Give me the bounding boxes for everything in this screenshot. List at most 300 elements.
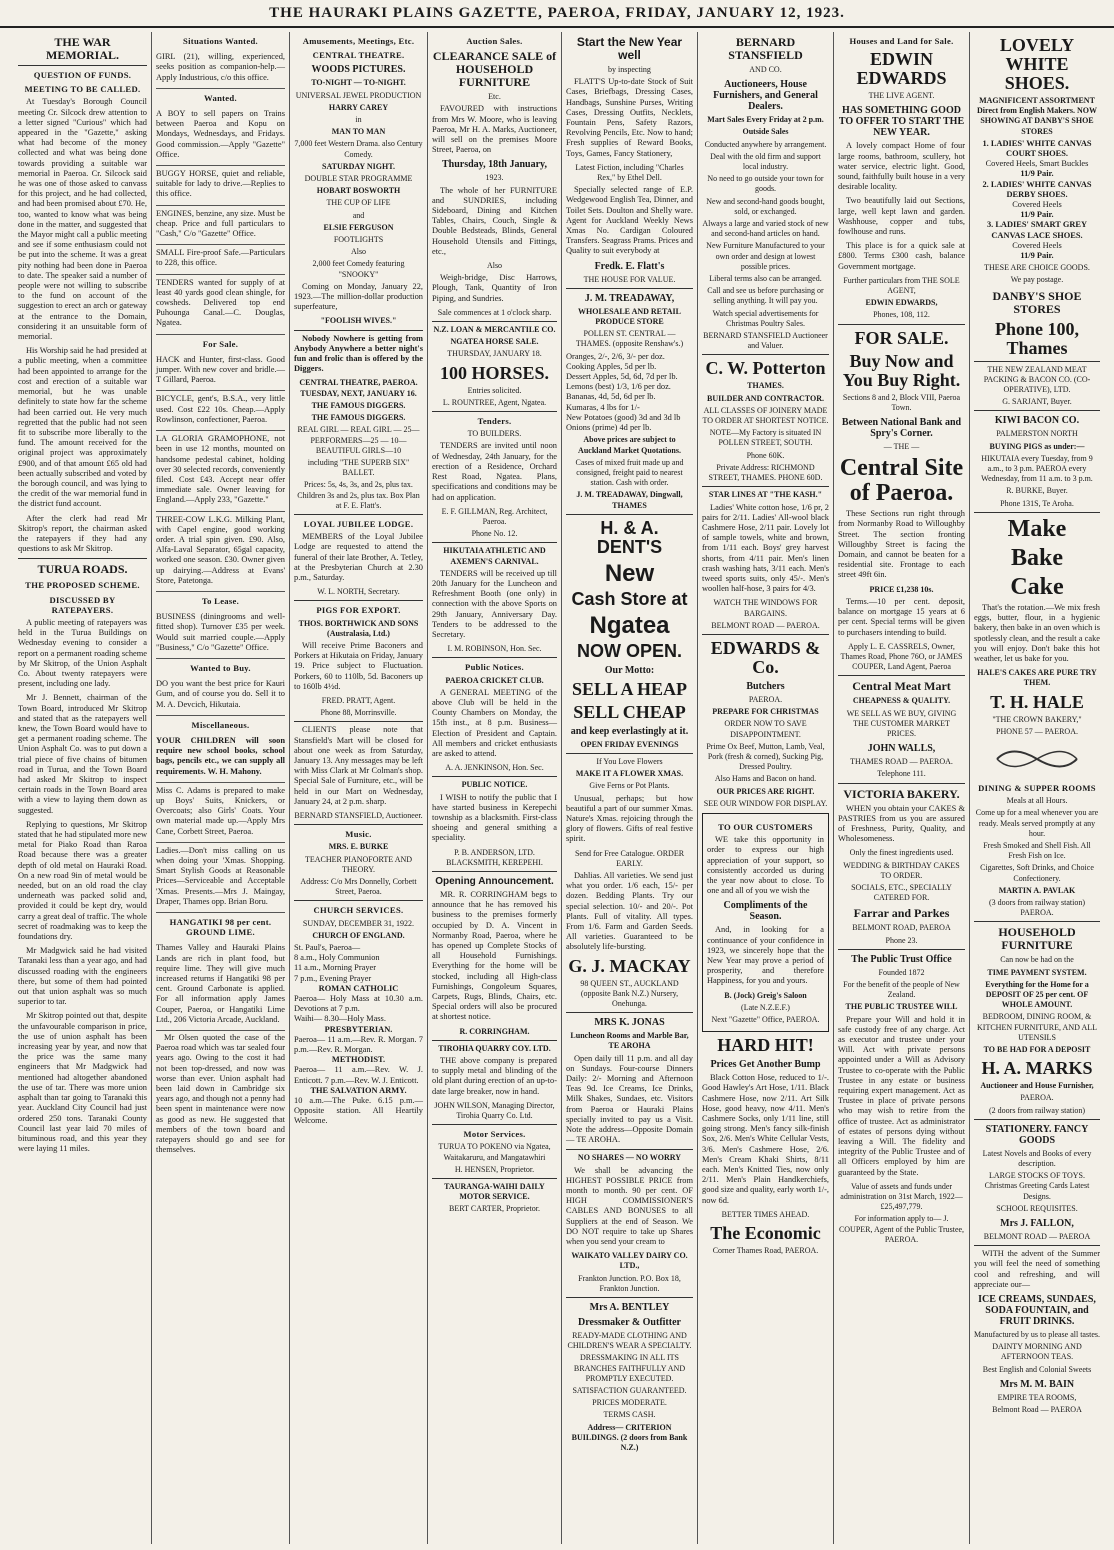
classified-ad: BUSINESS (diningrooms and well-fitted shop). Turnover £35 per week. Would suit married couple.—Apply "Business," C/o "Gazette" Office. xyxy=(156,609,285,659)
ad-text: MARTIN A. PAVLAK xyxy=(998,885,1076,895)
ad-text: R. BURKE, Buyer. xyxy=(1006,486,1068,496)
church-date: SUNDAY, DECEMBER 31, 1922. xyxy=(302,918,415,928)
ad-text: J. M. TREADAWAY, Dingwall, THAMES xyxy=(576,490,683,510)
ad-text: W. L. NORTH, Secretary. xyxy=(317,587,400,597)
ad-text: Sections 8 and 2, Block VIII, Paeroa Town. xyxy=(842,392,961,412)
ad-text: Open daily till 11 p.m. and all day on Sundays. Four-course Dinners Daily: 2/- Morning and Afternoon Teas 9d. Ice Creams, Ice Drinks, Milk Shakes, Sundaes, etc. Visitors from Paeroa or Hauraki Plains specially invited to pay us a Visit. Note the address—Opposite Domain — TE AROHA. xyxy=(566,1053,693,1145)
ad-text: And, in looking for a continuance of your confidence in 1923, we sincerely hope that the New Year may prove a period of prosperity, and therefore Happiness, for you and yours. xyxy=(707,925,824,986)
ad-text: Fresh Smoked and Shell Fish. All Fresh Fish on Ice. xyxy=(983,840,1091,861)
opening-title: Opening Announcement. xyxy=(435,876,554,887)
ad-text: Luncheon Rooms and Marble Bar, TE AROHA xyxy=(570,1031,689,1051)
produce-item: Cooking Apples, 5d per lb. xyxy=(566,361,657,371)
ad-text: WATCH THE WINDOWS FOR BARGAINS. xyxy=(713,598,818,618)
ad-text: PREPARE FOR CHRISTMAS xyxy=(712,707,819,717)
classified-ad: HACK and Hunter, first-class. Good jumper. With new cover and bridle.—T Gillard, Paeroa. xyxy=(156,352,285,392)
article-paragraph: Mr Olsen quoted the case of the Paeroa road which was tar sealed four years ago. Owing to the cost it had not been top-dressed, and now was worse than ever. Union asphalt had been laid down in Cambridge six years ago, and though not a penny had been spent in maintenance were now as good as new. He suggested that members of the town board and ratepayers should go and see for themselves. xyxy=(156,1033,285,1155)
ad-text: Telephone 111. xyxy=(877,769,926,779)
service-line: St. Paul's, Paeroa— xyxy=(294,943,361,953)
ad-text: (Late N.Z.E.F.) xyxy=(741,1002,790,1012)
film-text: THE CUP OF LIFE xyxy=(326,198,391,208)
film-text: Also xyxy=(350,247,367,257)
ad-text: WAIKATO VALLEY DAIRY CO. LTD., xyxy=(571,1251,688,1271)
ad-text: Meals at all Hours. xyxy=(1006,796,1068,806)
film-text: and xyxy=(352,210,365,220)
ad-text: Latest Novels and Books of every description. xyxy=(982,1148,1092,1168)
hale-name: T. H. HALE xyxy=(990,691,1084,712)
ad-text: We shall be advancing the HIGHEST POSSIBLE PRICE from month to month. 90 per cent. OF HIGH COMMISSIONER'S CABLES AND BONUSES to all Suppliers at the end of Season. We DO NOT require to take up Shares when you send your cream to xyxy=(566,1165,693,1247)
ad-text: EMPIRE TEA ROOMS, xyxy=(997,1392,1077,1402)
classified-ad: A BOY to sell papers on Trains between Paeroa and Kopu on Mondays, Wednesdays, and Fridays. Good commission.—Apply "Gazette" Office. xyxy=(156,106,285,166)
ad-text: THE PUBLIC TRUSTEE WILL xyxy=(845,1002,958,1012)
ad-text: Cigarettes, Soft Drinks, and Choice Confectionery. xyxy=(980,863,1094,883)
ad-text: N.Z. LOAN & MERCANTILE CO. xyxy=(433,325,556,335)
ad-text: E. F. GILLMAN, Reg. Architect, Paeroa. xyxy=(441,506,548,526)
horses-count: 100 HORSES. xyxy=(439,362,550,383)
ad-text: 98 QUEEN ST., AUCKLAND (opposite Bank N.Z.) Nursery, Onehunga. xyxy=(580,978,679,1008)
clearance-title: CLEARANCE SALE of HOUSEHOLD FURNITURE xyxy=(432,49,557,90)
fallon-name: Mrs J. FALLON, xyxy=(1000,1218,1074,1230)
classified-ad: YOUR CHILDREN will soon require new school books, school bags, pencils etc., we can supply all requirements. W. H. Mahony. xyxy=(156,733,285,783)
ad-text: WE SELL AS WE BUY, GIVING THE CUSTOMER MARKET PRICES. xyxy=(846,708,957,738)
ad-text: Always a large and varied stock of new and second-hand articles on hand. xyxy=(702,219,829,239)
ad-text: THE FAMOUS DIGGERS. xyxy=(311,400,406,410)
ad-text: Nobody Nowhere is getting from Anybody Anywhere a better night's fun and frolic than is offered by the Diggers. xyxy=(294,333,423,374)
ad-text: Phones, 108, 112. xyxy=(873,310,930,320)
ad-text: SATISFACTION GUARANTEED. xyxy=(572,1386,687,1396)
ad-text: WITH the advent of the Summer you will feel the need of something cool and refreshing, and will appreciate our— xyxy=(974,1249,1100,1289)
ad-text: PAEROA CRICKET CLUB. xyxy=(445,675,544,685)
column-6 xyxy=(698,32,834,1544)
ad-text: NO SHARES — NO WORRY xyxy=(577,1153,682,1163)
section-heading: Auction Sales. xyxy=(466,36,523,46)
ad-text: If You Love Flowers xyxy=(596,756,663,766)
motto: Our Motto: xyxy=(604,664,655,676)
ad-text: Address: C/o Mrs Donnelly, Corbett Street, Paeroa. xyxy=(300,877,417,897)
shoe-item: 3. LADIES' SMART GREY CANVAS LACE SHOES. xyxy=(986,220,1088,240)
classified-ad: GIRL (21), willing, experienced, seeks position as companion-help.—Apply Industrious, c/o this office. xyxy=(156,49,285,89)
sell-heap: SELL A HEAP xyxy=(571,678,688,699)
keep: and keep everlastingly at it. xyxy=(570,725,689,737)
ad-text: I. M. ROBINSON, Hon. Sec. xyxy=(447,644,542,654)
article-paragraph: His Worship said he had presided at a public meeting, when a committee had been appointed to arrange for the cost and erection of a suitable war memorial, but he was unable definitely to state how far the scheme had been carried out. He very much regretted that the public had not seen fit to subscribe more liberally to the fund. The amount received for the original project was approximately £900, and of that amount £65 old had been actually subscribed and voted by the borough council, and was lying to the credit of the war memorial fund in the district fund account. xyxy=(18,346,147,509)
ad-text: BELMONT ROAD — PAEROA xyxy=(983,1232,1091,1242)
ad-text: No need to go outside your town for goods. xyxy=(707,174,824,194)
service-line: ROMAN CATHOLIC xyxy=(318,983,399,993)
ad-text: THE NEW ZEALAND MEAT PACKING & BACON CO. (CO-OPERATIVE), LTD. xyxy=(983,364,1091,395)
bentley-name: Mrs A. BENTLEY xyxy=(589,1302,670,1314)
film-text: in xyxy=(355,115,362,125)
film-text: "FOOLISH WIVES." xyxy=(320,316,397,326)
potterton-name: C. W. Potterton xyxy=(705,358,826,379)
ad-text: Can now be had on the xyxy=(1000,955,1074,965)
ad-text: TERMS CASH. xyxy=(603,1410,656,1420)
ad-text: Weigh-bridge, Disc Harrows, Plough, Tank, Quantity of Iron Piping, and Sundries. xyxy=(432,273,557,303)
ad-text: WEDDING & BIRTHDAY CAKES TO ORDER. xyxy=(843,860,960,880)
ad-text: Entries solicited. xyxy=(467,385,522,395)
ad-text: WHEN you obtain your CAKES & PASTRIES from us you are assured of Freshness, Purity, Quality, and Wholesomeness. xyxy=(838,803,965,844)
ad-text: THE above company is prepared to supply metal and blinding of the old plant during erection of an up-to-date large breaker, now in hand. xyxy=(432,1056,557,1096)
classified-ad: TENDERS wanted for supply of at least 40 yards good clean shingle, for cowsheds. Delivered top end Puhounga Canal.—C. Douglas, Ngatea. xyxy=(156,275,285,335)
ad-text: ORDER NOW TO SAVE DISAPPOINTMENT. xyxy=(724,719,807,739)
meat-mart: Central Meat Mart xyxy=(852,679,951,694)
ad-text: HALE'S CAKES ARE PURE TRY THEM. xyxy=(977,668,1097,688)
ad-text: G. SARJANT, Buyer. xyxy=(1002,397,1072,407)
ad-text: Founded 1872 xyxy=(878,967,925,977)
ad-text: Everything for the Home for a DEPOSIT OF 25 per cent. OF WHOLE AMOUNT. xyxy=(985,979,1089,1010)
ad-text: DRESSMAKING IN ALL ITS BRANCHES FAITHFULLY AND PROMPTLY EXECUTED. xyxy=(573,1353,686,1383)
ad-text: EDWIN EDWARDS, xyxy=(865,298,938,308)
shoe-item: Covered Heels xyxy=(1012,200,1062,210)
ad-text: Terms.—10 per cent. deposit, balance on mortgage 15 years at 6 per cent. Special terms will be given to purchasers intending to build. xyxy=(838,596,965,637)
ad-text: Manufactured by us to please all tastes. xyxy=(974,1330,1100,1340)
shoe-item: Covered Heels, Smart Buckles xyxy=(985,159,1089,169)
ad-text: THURSDAY, JANUARY 18. xyxy=(447,349,542,359)
ad-text: READY-MADE CLOTHING AND CHILDREN'S WEAR A SPECIALTY. xyxy=(567,1331,692,1351)
ad-text: BERNARD STANSFIELD Auctioneer and Valuer. xyxy=(703,331,828,351)
ad-text: FAVOURED with instructions from Mrs W. Moore, who is leaving Paeroa, Mr H. A. Marks, Auctioneer, will sell on the premises Moore Street, Paeroa, on xyxy=(432,104,557,155)
article-paragraph: Mr Madgwick said he had visited Taranaki less than a year ago, and had discussed roading with the engineers there, but some of them had pointed out that union asphalt was so much superior to tar. xyxy=(18,946,147,1007)
produce-item: Oranges, 2/-, 2/6, 3/- per doz. xyxy=(566,351,665,361)
ad-text: Best English and Colonial Sweets xyxy=(982,1364,1092,1374)
section-heading: Situations Wanted. xyxy=(183,36,258,46)
ad-text: "THE CROWN BAKERY," xyxy=(992,714,1082,724)
auctioneers: Auctioneers, House Furnishers, and General Dealers. xyxy=(713,79,818,113)
furniture-title: HOUSEHOLD FURNITURE xyxy=(998,925,1076,953)
ad-text: Phone 60K. xyxy=(746,450,785,460)
ad-text: TENDERS are invited until noon of Wednesday, 24th January, for the erection of a Residence, Orchard Rest Road, Ngatea. Plans, specifications and conditions may be had on application. xyxy=(432,441,557,502)
ad-text: BERNARD STANSFIELD, Auctioneer. xyxy=(294,811,423,820)
ad-text: TURUA TO POKENO via Ngatea, Waitakaruru, and Mangatawhiri xyxy=(438,1142,551,1162)
service-line: 8 a.m., Holy Communion xyxy=(294,953,380,963)
ad-text: Liberal terms also can be arranged. xyxy=(709,274,822,284)
section-heading: Tenders. xyxy=(477,416,512,427)
ad-text: Outside Sales xyxy=(742,127,789,137)
service-line: METHODIST. xyxy=(331,1055,386,1065)
service-line: Paeroa— 11 a.m.—Rev. W. J. Enticott. 7 p.m.—Rev. W. J. Enticott. xyxy=(294,1065,423,1085)
column-2 xyxy=(152,32,290,1544)
ad-text: That's the rotation.—We mix fresh eggs, butter, flour, in a hygienic bakery, then bake in an oven which is spotlessly clean, and the result a cake you will enjoy. Don't bake this hot weather, let us bake for you. xyxy=(974,602,1100,663)
ad-text: Private Address: RICHMOND STREET, THAMES. PHONE 60D. xyxy=(708,462,823,483)
produce-item: Dessert Apples, 5d, 6d, 7d per lb. xyxy=(566,372,678,382)
classified-ad: Miss C. Adams is prepared to make up Boys' Suits, Knickers, or Overcoats; also Girls' Coats. Your own material made up.—Apply Mrs Cane, Corbett Street, Paeroa. xyxy=(156,783,285,843)
trust-title: The Public Trust Office xyxy=(851,953,952,965)
ad-text: CLIENTS please note that Stansfield's Mart will be closed for about one week as from Saturday, January 13. Any messages may be left with Miss Clark at Mr Colman's shop. Special Sale of Furniture, etc., will be held in our Mart on Wednesday, January 24, at 2 p.m. sharp. xyxy=(294,725,423,806)
ad-text: by inspecting xyxy=(608,65,651,74)
ad-text: Prepare your Will and hold it in safe custody free of any charge. Act as executor and trustee under your Will. Act with private persons appointed under a Will as Advisory Trustee to co-operate with the Public Trustee in any estate or business requiring expert management. Act as Trustee in place of private persons who may wish to retire from the office of trustee. Act as administrator of estates of persons dying without leaving a Will. The fidelity and integrity of the Public Trustee and of all Officers employed by him are guaranteed by the State. xyxy=(838,1014,965,1177)
section-heading: Houses and Land for Sale. xyxy=(849,36,954,46)
produce-item: Lemons (best) 1/3, 1/6 per doz. xyxy=(566,382,671,392)
ad-text: PRICES MODERATE. xyxy=(592,1398,667,1408)
shoe-item: 11/9 Pair. xyxy=(1020,210,1054,220)
column-5 xyxy=(562,32,698,1544)
column-3 xyxy=(290,32,428,1544)
classified-ad: LA GLORIA GRAMOPHONE, not been in use 12 months, mounted on handsome pedestal cabinet, holding over 30 selected records, conveniently filed. Cost £43. Accept near offer immediate sale. Owner leaving for England.—Apply 233, "Gazette." xyxy=(156,431,285,511)
ad-text: JOHN WILSON, Managing Director, Tirohia Quarry Co. Ltd. xyxy=(434,1100,555,1121)
ad-text: Will receive Prime Baconers and Porkers at Hikutaia on Friday, January 19. Price subject to Fluctuation. Porkers, 60 to 110lb, 5d. Baconers up to 160lb 4½d. xyxy=(294,640,423,691)
turua-roads-title: TURUA ROADS. xyxy=(37,562,128,577)
column-1 xyxy=(14,32,152,1544)
dent-open: NOW OPEN. xyxy=(576,640,682,661)
ad-text: Call and see us before purchasing or selling anything. It will pay you. xyxy=(707,286,824,306)
classified-ad: ENGINES, benzine, any size. Must be cheap. Price and full particulars to "Cash," C/o "Gazette" Office. xyxy=(156,206,285,246)
ice-creams: ICE CREAMS, SUNDAES, SODA FOUNTAIN, and FRUIT DRINKS. xyxy=(978,1294,1096,1328)
produce-list xyxy=(566,352,693,434)
service-line: PRESBYTERIAN. xyxy=(324,1024,393,1034)
jonas-name: MRS K. JONAS xyxy=(594,1017,665,1029)
section-heading: Music. xyxy=(345,829,372,840)
classified-ad: Ladies.—Don't miss calling on us when doing your 'Xmas. Shopping. Smart Stylish Goods at Reasonable Prices—Serviceable and Acceptable 'Xmas. Presents.—Mrs J. Maingay, Draper, Thames opp. Brian Boru. xyxy=(156,843,285,913)
dent-ngatea: Ngatea xyxy=(589,611,670,639)
ad-text: Deal with the old firm and support local industry. xyxy=(710,151,821,172)
ad-text: DAINTY MORNING AND AFTERNOON TEAS. xyxy=(992,1342,1082,1362)
section-heading: Miscellaneous. xyxy=(191,719,250,730)
ad-text: Specially selected range of E.P. Wedgewood English Tea, Dinner, and Toilet Sets. Doulton and Shelly ware. Agent for Auckland Weekly News Xmas No. Cardigan Coloured Transfers. Seagrass Prams. Prices and Quality to suit everybody at xyxy=(566,185,693,256)
central-site: Central Site of Paeroa. xyxy=(839,455,964,507)
stansfield-name: BERNARD STANSFIELD xyxy=(728,35,803,62)
film-text: MAN TO MAN xyxy=(331,127,386,137)
stationery: STATIONERY. FANCY GOODS xyxy=(985,1123,1089,1146)
make: Make xyxy=(1007,515,1067,542)
ad-text: Send for Free Catalogue. ORDER EARLY. xyxy=(574,848,685,868)
ad-text: Watch special advertisements for Christmas Poultry Sales. xyxy=(712,308,819,328)
lovely-shoes: LOVELY WHITE SHOES. xyxy=(999,35,1075,93)
ad-text: MEMBERS of the Loyal Jubilee Lodge are requested to attend the funeral of their late Brother, A. Tetley, at the Presbyterian Church at 2.30 p.m., Saturday. xyxy=(294,532,423,582)
ad-text: THAMES. xyxy=(747,381,784,391)
ad-text: Further particulars from THE SOLE AGENT, xyxy=(843,275,960,296)
ad-text: Also Hams and Bacon on hand. xyxy=(714,774,817,784)
ad-text: B. (Jock) Greig's Saloon xyxy=(724,990,807,1000)
shoe-item: 1. LADIES' WHITE CANVAS COURT SHOES. xyxy=(982,138,1092,159)
ad-text: PAEROA. xyxy=(1020,1093,1054,1103)
war-memorial-title: THE WAR MEMORIAL. xyxy=(46,35,119,62)
ad-text: TIME PAYMENT SYSTEM. xyxy=(987,967,1087,977)
ad-text: TENDERS will be received up till 20th January for the Luncheon and Refreshment Booth (one only) in connection with the above Sports on 29th January, Anniversary Day. Tenders to be addressed to the Secretary. xyxy=(432,568,557,639)
ad-text: Address— CRITERION BUILDINGS. (2 doors from Bank N.Z.) xyxy=(571,1422,688,1453)
buy-now: Buy Now and You Buy Right. xyxy=(842,350,961,390)
church-denomination: CHURCH OF ENGLAND. xyxy=(312,930,405,940)
ad-text: WHOLESALE AND RETAIL PRODUCE STORE xyxy=(578,306,681,327)
film-text: FOOTLIGHTS xyxy=(333,235,384,245)
ad-text: TO BE HAD FOR A DEPOSIT xyxy=(983,1044,1091,1054)
war-memorial-sub: QUESTION OF FUNDS. xyxy=(33,70,132,80)
service-line: 7 p.m., Evening Prayer xyxy=(294,973,372,983)
farrar-name: Farrar and Parkes xyxy=(853,906,950,921)
church-services xyxy=(294,943,423,1127)
ad-text: I WISH to notify the public that I have started business in Kerepechi township as a blacksmith. First-class shoeing and general smithing a speciality. xyxy=(432,792,557,843)
ad-text: NOTE—My Factory is situated IN POLLEN STREET, SOUTH. xyxy=(709,428,822,448)
turua-sub2: DISCUSSED BY RATEPAYERS. xyxy=(49,594,116,615)
service-line: Paeroa— 11 a.m.—Rev. R. Morgan. 7 p.m.—Rev. R. Morgan. xyxy=(294,1034,423,1055)
ad-text: FLATT'S Up-to-date Stock of Suit Cases, Briefbags, Dressing Cases, Handbags, Sunshine Purses, Writing Cases, Dressing Outfits, Necklets, Fountain Pens, Safety Razors, Revolving Pencils, Etc. Now to hand; Fresh supplies of Reward Books, Toys, Games, Fancy Stationery, xyxy=(566,77,693,158)
ad-text: POLLEN ST. CENTRAL — THAMES. (opposite Renshaw's.) xyxy=(575,329,684,349)
church-title: CHURCH SERVICES. xyxy=(313,905,404,916)
ad-text: THE FAMOUS DIGGERS. xyxy=(311,413,406,423)
edwards-name: EDWARDS & Co. xyxy=(710,637,821,677)
cake: Cake xyxy=(1010,573,1064,600)
classified-ad: BICYCLE, gent's, B.S.A., very little used. Cost £22 10s. Cheap.—Apply Rowlinson, confectioner, Paeroa. xyxy=(156,391,285,431)
ad-text: 1923. xyxy=(485,173,504,183)
ad-text: A GENERAL MEETING of the above Club will be held in the County Chambers on Monday, the 15th inst., at 8 p.m. Business—Election of President and Captain. All members and cricket enthusiasts are asked to attend. xyxy=(432,687,557,758)
ad-text: REAL GIRL — REAL GIRL — 25—PERFORMERS—25 — 10—BEAUTIFUL GIRLS—10 xyxy=(297,425,420,455)
customers-title: TO OUR CUSTOMERS xyxy=(718,821,813,832)
ad-text: Auctioneer and House Furnisher, xyxy=(980,1081,1094,1091)
film-text: UNIVERSAL JEWEL PRODUCTION xyxy=(295,90,422,100)
ad-text: A. A. JENKINSON, Hon. Sec. xyxy=(445,763,544,773)
article-paragraph: After the clerk had read Mr Skitrop's report, the chairman asked the ratepayers if they had any questions to ask Mr Skitrop. xyxy=(18,513,147,554)
shoe-item: 2. LADIES' WHITE CANVAS DERBY SHOES. xyxy=(982,179,1092,199)
ad-text: Etc. xyxy=(488,92,501,102)
danby-name: DANBY'S SHOE STORES xyxy=(992,288,1082,316)
section-heading: Wanted to Buy. xyxy=(190,662,251,673)
ad-text: Apply L. E. CASSRELS, Owner, Thames Road, Phone 76O, or JAMES COUPER, Land Agent, Paeroa xyxy=(840,641,963,672)
shoe-item: Covered Heels xyxy=(1012,240,1062,250)
ad-text: TO BUILDERS. xyxy=(467,429,522,439)
ad-text: Ladies' White cotton hose, 1/6 pr, 2 pairs for 2/11. Ladies' All-wool black Cashmere Hose, 2/11 pair. Lovely lot of sample towels, white and brown, from 1/11 each. Boys' grey harvest shorts, from 4/11 pair. Men's linen crash washing hats, 3/11 each. Men's tweed sports suits, only 45/-. Men's woollen half-hose, 3 pairs for 4/3. xyxy=(702,502,829,594)
ad-text: AND CO. xyxy=(749,65,782,74)
classified-ad: THREE-COW L.K.G. Milking Plant, with Capel engine, good working order. A trial spin given. £90. Also, Alfa-Laval Separator, 65gal capacity, worked one season. £30. Owner given up dairying.—Address at Evans' Store, Patetonga. xyxy=(156,512,285,592)
ad-text: We pay postage. xyxy=(1010,275,1064,285)
ad-text: New and second-hand goods bought, sold, or exchanged. xyxy=(706,196,825,216)
ad-text: H. HENSEN, Proprietor. xyxy=(454,1164,535,1174)
classified-ad: DO you want the best price for Kauri Gum, and of course you do. Sell it to M. A. Devcich, Hikutaia. xyxy=(156,676,285,716)
bake: Bake xyxy=(1010,544,1063,571)
ad-text: TEACHER PIANOFORTE AND THEORY. xyxy=(304,854,413,874)
ad-text: CENTRAL THEATRE, PAEROA. TUESDAY, NEXT, JANUARY 16. xyxy=(299,378,418,398)
section-heading: For Sale. xyxy=(202,338,239,349)
ad-text: PRICE £1,238 10s. xyxy=(869,584,934,594)
service-line: THE SALVATION ARMY. xyxy=(310,1085,407,1095)
produce-item: New Potatoes (good) 3d and 3d lb xyxy=(566,412,681,422)
ad-text: MAKE IT A FLOWER XMAS. xyxy=(575,769,684,779)
ad-text: Corner Thames Road, PAEROA. xyxy=(712,1246,819,1256)
ad-text: LARGE STOCKS OF TOYS. Christmas Greeting Cards Latest Designs. xyxy=(984,1171,1090,1201)
victoria-bakery: VICTORIA BAKERY. xyxy=(843,786,960,801)
tonight: TO-NIGHT — TO-NIGHT. xyxy=(311,78,406,88)
ad-text: Give Ferns or Pot Plants. xyxy=(589,781,670,791)
service-line: Waihi— 8.30—Holy Mass. xyxy=(294,1014,386,1024)
ad-text: For information apply to— J. COUPER, Agent of the Public Trustee, PAEROA. xyxy=(838,1214,965,1244)
section-heading: Public Notices. xyxy=(465,662,524,673)
ad-text: Mart Sales Every Friday at 2 p.m. xyxy=(707,115,824,125)
ad-text: Phone No. 12. xyxy=(471,529,518,539)
ad-text: TIROHIA QUARRY COY. LTD. xyxy=(438,1043,551,1053)
ad-text: MRS. E. BURKE xyxy=(328,842,389,852)
ad-text: Phone 23. xyxy=(885,935,918,945)
ad-text: Two beautifully laid out Sections, large, well kept lawn and garden. Washhouse, copper and tubs, fowlhouse and runs. xyxy=(838,196,965,237)
ad-text: THE HOUSE FOR VALUE. xyxy=(583,274,676,284)
column-7 xyxy=(834,32,970,1544)
section-heading: Amusements, Meetings, Etc. xyxy=(302,36,415,46)
danby-phone: Phone 100, Thames xyxy=(994,318,1079,358)
walls-name: JOHN WALLS, xyxy=(867,743,936,755)
ad-text: PUBLIC NOTICE. xyxy=(461,780,528,790)
treadaway-name: J. M. TREADAWAY, xyxy=(584,292,675,304)
page-columns xyxy=(14,32,1104,1544)
ad-text: Only the finest ingredients used. xyxy=(849,848,954,858)
dressmaker: Dressmaker & Outfitter xyxy=(578,1317,681,1329)
article-paragraph: At Tuesday's Borough Council meeting Cr. Silcock drew attention to a letter signed "Curious" which had appeared in the "Gazette," asking what had become of the money collected and what was being done towards providing a suitable war memorial in Paeroa. Cr. Silcock said he was one of those asked to canvass for this project, and he had collected, and had been promised about £70. He, too, wanted to know what was being done in the matter, and suggested that the Mayor might call a public meeting and see if some enthusiasm could not be put into the scheme. It was a great pity nothing had been done in Paeroa to date. The speaker said a number of people were not willing to subscribe to the fund on account of the suggestion to erect an arch or gateway at the entrance to the Domain, considering it an unsuitable form of memorial. xyxy=(18,97,147,342)
ad-text: PHONE 57 — PAEROA. xyxy=(996,726,1078,736)
ad-text: Prime Ox Beef, Mutton, Lamb, Veal, Pork (fresh & corned), Sucking Pig, Dressed Poultry. xyxy=(706,741,825,772)
article-paragraph: Mr Skitrop pointed out that, despite the unfavourable comparison in price, the use of union asphalt has been increasing year by year, and now that the price was the same many engineers that Mr Madgwick had mentioned had altogether abandoned the use of tar. There was more union asphalt than tar going to Taranaki this year. Auckland City Council had just ordered 250 tons. Taranaki County Council last year laid 70 miles of bituminous road, and this year they were laying 11 miles. xyxy=(18,1011,147,1154)
sell-cheap: SELL CHEAP xyxy=(573,701,686,722)
ad-text: (3 doors from railway station) PAEROA. xyxy=(989,897,1085,918)
ad-text: STAR LINES AT "THE KASH." xyxy=(708,490,823,500)
masthead: THE HAURAKI PLAINS GAZETTE, PAEROA, FRIDAY, JANUARY 12, 1923. xyxy=(0,0,1114,28)
film-text: Coming on Monday, January 22, 1923.—The million-dollar production superfeature, xyxy=(294,281,423,312)
ad-text: TAURANGA-WAIHI DAILY MOTOR SERVICE. xyxy=(444,1182,545,1202)
article-paragraph: Replying to questions, Mr Skitrop stated that he had stipulated more new metal for Piako Road than Raroa Road because there was a greater depth of old metal on Hauraki Road. On a new road 9in of metal would be needed, but on an old road the clay underneath was packed solid and, provided it could be kept dry, would carry a great deal of traffic. The whole secret of roadmaking was to keep the foundations dry. xyxy=(18,819,147,942)
ad-text: BUILDER AND CONTRACTOR. xyxy=(707,393,824,403)
ad-text: These Sections run right through from Normanby Road to Willoughby Street. The section fronting Willoughby Street is facing the Domain, and cannot be beaten for a residential site. Frontage to each street 49ft 6in. xyxy=(838,509,965,580)
produce-item: Bananas, 4d, 5d, 6d per lb. xyxy=(566,392,656,402)
ad-text: A lovely compact Home of four large rooms, bathroom, scullery, hot water service, electric light. Good, sound, faithfully built house in a very desirable locality. xyxy=(838,141,965,192)
ad-text: HIKUTAIA every Tuesday, from 9 a.m., to 3 p.m. PAEROA every Wednesday, from 11 a.m. to 3 p.m. xyxy=(981,453,1093,484)
dent-cash: Cash Store at xyxy=(571,588,688,609)
film-text: ELSIE FERGUSON xyxy=(323,222,394,232)
turua-sub: THE PROPOSED SCHEME. xyxy=(25,580,140,591)
ad-text: SEE OUR WINDOW FOR DISPLAY. xyxy=(703,798,828,808)
ad-text: Next "Gazette" Office, PAEROA. xyxy=(711,1015,820,1025)
service-line: 10 a.m.—The Puke. 6.15 p.m.—Opposite station. All Heartily Welcome. xyxy=(294,1096,423,1126)
ad-text: Frankton Junction. P.O. Box 18, Frankton Junction. xyxy=(578,1273,681,1293)
bain-name: Mrs M. M. BAIN xyxy=(999,1378,1075,1390)
section-heading: Wanted. xyxy=(204,92,237,103)
ad-text: ALL CLASSES OF JOINERY MADE TO ORDER AT SHORTEST NOTICE. xyxy=(702,405,829,426)
ad-text: SCHOOL REQUISITES. xyxy=(996,1203,1078,1213)
section-heading: HANGATIKI 98 per cent. GROUND LIME. xyxy=(169,917,272,938)
ad-text: This place is for a quick sale at £800. Terms £300 cash, balance Government mortgage. xyxy=(838,241,965,271)
shoe-list xyxy=(974,139,1100,261)
edwin-name: EDWIN EDWARDS xyxy=(856,49,947,89)
ad-text: Belmont Road — PAEROA xyxy=(992,1405,1082,1415)
service-line: 11 a.m., Morning Prayer xyxy=(294,963,377,973)
shoe-item: 11/9 Pair. xyxy=(1020,251,1054,261)
compliments: Compliments of the Season. xyxy=(723,900,808,923)
ad-text: BERT CARTER, Proprietor. xyxy=(449,1204,540,1214)
ad-text: OUR PRICES ARE RIGHT. xyxy=(716,786,815,796)
film-text: 7,000 feet Western Drama. also Century Comedy. xyxy=(294,139,423,159)
ad-text: MR. R. CORRINGHAM begs to announce that he has removed his business to the premises formerly occupied by D. A. Vincent in Normanby Road, Paeroa, where he has opened up Complete Stocks of all Household Furnishings. Everything for the home will be stocked, including all High-class Furnishings, Congoleum Squares, Carpets, Rugs, Blinds, Chairs, etc. Special orders will also be procured at shortest notice. xyxy=(432,890,557,1022)
ad-text: Value of assets and funds under administration on 31st March, 1922—£25,497,779. xyxy=(840,1181,963,1212)
column-4 xyxy=(428,32,562,1544)
ad-text: Dahlias. All varieties. We send just what you order. 1/6 each, 15/- per dozen. Bedding Plants. Try our special selection. 10/- and 20/-. Pot Plants. Full of vitality. All types. From 1/6. Farm and Garden Seeds. All varieties. Guaranteed to be absolutely life-bursting. xyxy=(566,870,693,952)
ad-text: FRED. PRATT, Agent. xyxy=(321,695,396,705)
produce-item: Onions (prime) 4d per lb. xyxy=(566,423,652,433)
ad-text: Cases of mixed fruit made up and consigned, freight paid to nearest station. Cash with order. xyxy=(575,457,684,488)
ad-text: BELMONT ROAD, PAEROA xyxy=(852,923,951,933)
ad-text: Latest Fiction, including "Charles Rex," by Ethel Dell. xyxy=(575,162,684,183)
lodge-title: LOYAL JUBILEE LODGE. xyxy=(303,518,414,529)
section-heading: Motor Services. xyxy=(463,1129,526,1140)
ad-text: THESE ARE CHOICE GOODS. xyxy=(984,263,1090,273)
film-text: SATURDAY NIGHT. xyxy=(322,161,395,171)
section-heading: To Lease. xyxy=(201,595,240,606)
ad-text: CHEAPNESS & QUALITY. xyxy=(852,696,951,706)
marks-name: H. A. MARKS xyxy=(981,1058,1093,1079)
something: HAS SOMETHING GOOD TO OFFER TO START THE NEW YEAR. xyxy=(838,105,965,139)
war-memorial-sub2: MEETING TO BE CALLED. xyxy=(24,84,141,95)
ad-text: HIKUTAIA ATHLETIC AND AXEMEN'S CARNIVAL. xyxy=(443,546,546,566)
ad-text: THAMES ROAD — PAEROA. xyxy=(850,757,953,767)
greig-box xyxy=(702,813,829,1032)
classified-ad: Thames Valley and Hauraki Plains Lands are rich in plant food, but require lime. They will give much increased returns if Hangatiki 98 per cent. Ground Carbonate is applied. For all information apply James Couper, Paeroa, or Hangatiki Lime Ltd., 206 Victoria Arcade, Auckland. xyxy=(156,940,285,1031)
dent-name: H. & A. DENT'S xyxy=(596,517,663,557)
ad-text: THOS. BORTHWICK AND SONS (Australasia, Ltd.) xyxy=(298,618,419,638)
for-sale: FOR SALE. xyxy=(854,327,949,348)
butchers: Butchers xyxy=(746,680,785,692)
ad-text: Unusual, perhaps; but how beautiful a part of our summer Xmas. Nature's Xmas. rejoicing through the glory of flowers. Gifts of real festive spirit. xyxy=(566,793,693,844)
